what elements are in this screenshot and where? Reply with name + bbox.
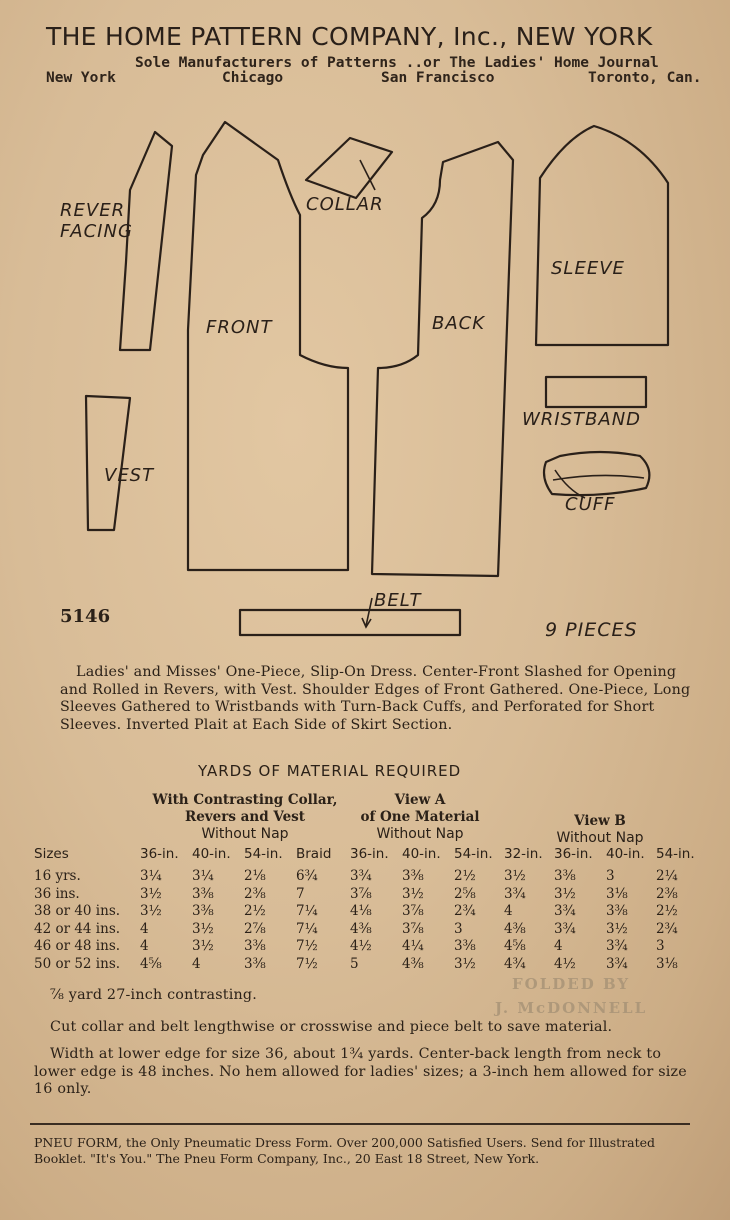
column-header: 36-in. [140,846,179,862]
yardage-cell: 4 [192,955,201,972]
yardage-title: YARDS OF MATERIAL REQUIRED [198,762,462,780]
yardage-cell: 2½ [244,903,266,919]
yardage-cell: 3⅜ [192,903,214,919]
footer-advert: PNEU FORM, the Only Pneumatic Dress Form. Over 200,000 Satisfied Users. Send for Illustrated Booklet. "It's You." The Pneu Form Company, Inc., 20 East 18 Street, New York. [34,1135,656,1166]
sleeve-piece [536,126,668,345]
yardage-cell: 3½ [606,920,628,937]
label-front: FRONT [206,317,273,338]
yardage-cell: 7½ [296,955,318,972]
city-san-francisco: San Francisco [381,70,495,86]
yardage-cell: 4⅜ [504,920,526,937]
label-collar: COLLAR [306,194,384,215]
yardage-cell: 4⅜ [402,955,424,972]
vest-piece [86,396,130,530]
group-view-b-line1: View B [574,813,626,829]
group-contrasting-line2: Revers and Vest [184,809,306,825]
column-header: 36-in. [350,846,389,862]
size-label: 50 or 52 ins. [34,955,121,972]
yardage-cell: 4⅝ [140,955,162,972]
yardage-cell: 3¼ [140,868,162,884]
group-view-a-line2: of One Material [360,809,480,825]
collar-piece [306,138,392,198]
front-piece [188,122,348,570]
column-header: 32-in. [504,846,543,862]
city-chicago: Chicago [222,70,284,86]
wristband-piece [546,377,646,407]
column-header: 54-in. [656,846,695,862]
stamp-line1: FOLDED BY [512,975,631,993]
pattern-number: 5146 [60,606,111,627]
group-view-a-line1: View A [394,792,446,808]
yardage-cell: 3⅞ [402,920,424,937]
yardage-cell: 7¼ [296,920,318,937]
yardage-cell: 4 [504,903,513,919]
folded-by-stamp [495,972,647,1020]
yardage-cell: 3⅞ [350,885,372,902]
column-header: 54-in. [244,846,283,862]
yardage-cell: 4¼ [402,938,424,954]
yardage-cell: 3½ [504,868,526,884]
size-label: 42 or 44 ins. [34,920,121,937]
yardage-cell: 2½ [454,868,476,884]
yardage-cell: 4½ [554,955,576,972]
yardage-cell: 4 [554,938,563,954]
yardage-cell: 5 [350,955,359,972]
yardage-cell: 3⅜ [244,938,266,954]
yardage-cell: 3 [606,868,615,884]
yardage-cell: 3¼ [192,868,214,884]
group-contrasting-line1: With Contrasting Collar, [152,792,338,808]
group-view-a-header [345,792,495,843]
column-header: Sizes [34,846,69,862]
yardage-cell: 3⅜ [606,903,628,919]
tagline: Sole Manufacturers of Patterns ..or The Ladies' Home Journal [135,55,659,71]
cuff-fold-line [553,475,644,480]
yardage-cell: 3½ [554,885,576,902]
contrasting-note: ⅞ yard 27-inch contrasting. [50,987,257,1003]
yardage-cell: 2⅛ [244,868,266,884]
city-new-york: New York [46,70,116,86]
belt-piece [240,610,460,635]
column-header: 54-in. [454,846,493,862]
yardage-cell: 3⅜ [402,868,424,884]
yardage-cell: 6¾ [296,868,318,884]
yardage-cell: 3 [656,938,665,954]
yardage-cell: 3½ [140,885,162,902]
yardage-cell: 3⅜ [454,938,476,954]
yardage-cell: 3⅞ [402,903,424,919]
yardage-cell: 7½ [296,938,318,954]
city-toronto: Toronto, Can. [588,70,702,86]
column-header: 40-in. [402,846,441,862]
label-belt: BELT [374,590,422,611]
yardage-cell: 4⅛ [350,903,372,919]
label-sleeve: SLEEVE [551,258,625,279]
yardage-cell: 3⅜ [192,885,214,902]
yardage-cell: 3½ [402,885,424,902]
yardage-cell: 3⅜ [244,955,266,972]
stamp-line2: J. McDONNELL [495,999,648,1017]
yardage-cell: 2⅞ [244,920,266,937]
group-view-a-line3: Without Nap [376,826,464,842]
pieces-count: 9 PIECES [545,619,638,641]
yardage-cell: 3½ [454,955,476,972]
yardage-cell: 3½ [192,920,214,937]
yardage-cell: 2⅜ [656,885,678,902]
yardage-cell: 3¾ [350,868,372,884]
cut-instruction: Cut collar and belt lengthwise or crosswise and piece belt to save material. [50,1019,613,1035]
pattern-description: Ladies' and Misses' One-Piece, Slip-On Dress. Center-Front Slashed for Opening and Rolled in Revers, with Vest. Shoulder Edges of Front Gathered. One-Piece, Long Sleeves Gathered to Wristbands with Turn-Back Cuffs, and Perforated for Short Sleeves. Inverted Plait at Each Side of Skirt Section. [60,664,691,733]
label-rever: REVER [60,200,126,221]
yardage-cell: 4¾ [504,955,526,972]
yardage-cell: 2¾ [454,903,476,919]
yardage-cell: 2⅝ [454,885,476,902]
column-header: 40-in. [192,846,231,862]
yardage-cell: 7¼ [296,903,318,919]
label-wristband: WRISTBAND [522,409,642,430]
yardage-cell: 3⅛ [606,885,628,902]
cuff-piece [544,452,649,495]
yardage-cell: 3¾ [554,903,576,919]
column-header: 36-in. [554,846,593,862]
back-piece [372,142,513,576]
yardage-cell: 3¾ [606,938,628,954]
yardage-cell: 4⅝ [504,938,526,954]
company-name: THE HOME PATTERN COMPANY, Inc., NEW YORK [46,22,653,51]
yardage-cell: 3⅜ [554,868,576,884]
yardage-cell: 3¾ [504,885,526,902]
yardage-cell: 2½ [656,903,678,919]
column-header: 40-in. [606,846,645,862]
label-back: BACK [432,313,486,334]
footer-divider [30,1123,690,1125]
size-label: 36 ins. [34,885,80,902]
yardage-cell: 3 [454,920,463,937]
label-vest: VEST [104,465,155,486]
label-facing: FACING [60,221,133,242]
width-instruction: Width at lower edge for size 36, about 1¾ yards. Center-back length from neck to lower edge is 48 inches. No hem allowed for ladies' sizes; a 3-inch hem allowed for size 16 only. [34,1046,687,1097]
group-contrasting-line3: Without Nap [201,826,289,842]
group-view-b-line2: Without Nap [556,830,644,846]
yardage-cell: 4⅜ [350,920,372,937]
yardage-cell: 7 [296,885,305,902]
yardage-cell: 4½ [350,938,372,954]
yardage-cell: 3½ [192,938,214,954]
size-label: 38 or 40 ins. [34,903,121,919]
yardage-cell: 3½ [140,903,162,919]
yardage-cell: 2¾ [656,920,678,937]
yardage-cell: 2¼ [656,868,678,884]
yardage-cell: 3⅛ [656,955,678,972]
yardage-cell: 3¾ [554,920,576,937]
yardage-cell: 3¾ [606,955,628,972]
column-header: Braid [296,846,332,862]
yardage-cell: 4 [140,938,149,954]
yardage-cell: 2⅜ [244,885,266,902]
label-cuff: CUFF [565,494,616,515]
yardage-cell: 4 [140,920,149,937]
group-view-b-header [525,813,675,847]
size-label: 46 or 48 ins. [34,938,121,954]
size-label: 16 yrs. [34,868,81,884]
group-contrasting-header [140,792,350,843]
